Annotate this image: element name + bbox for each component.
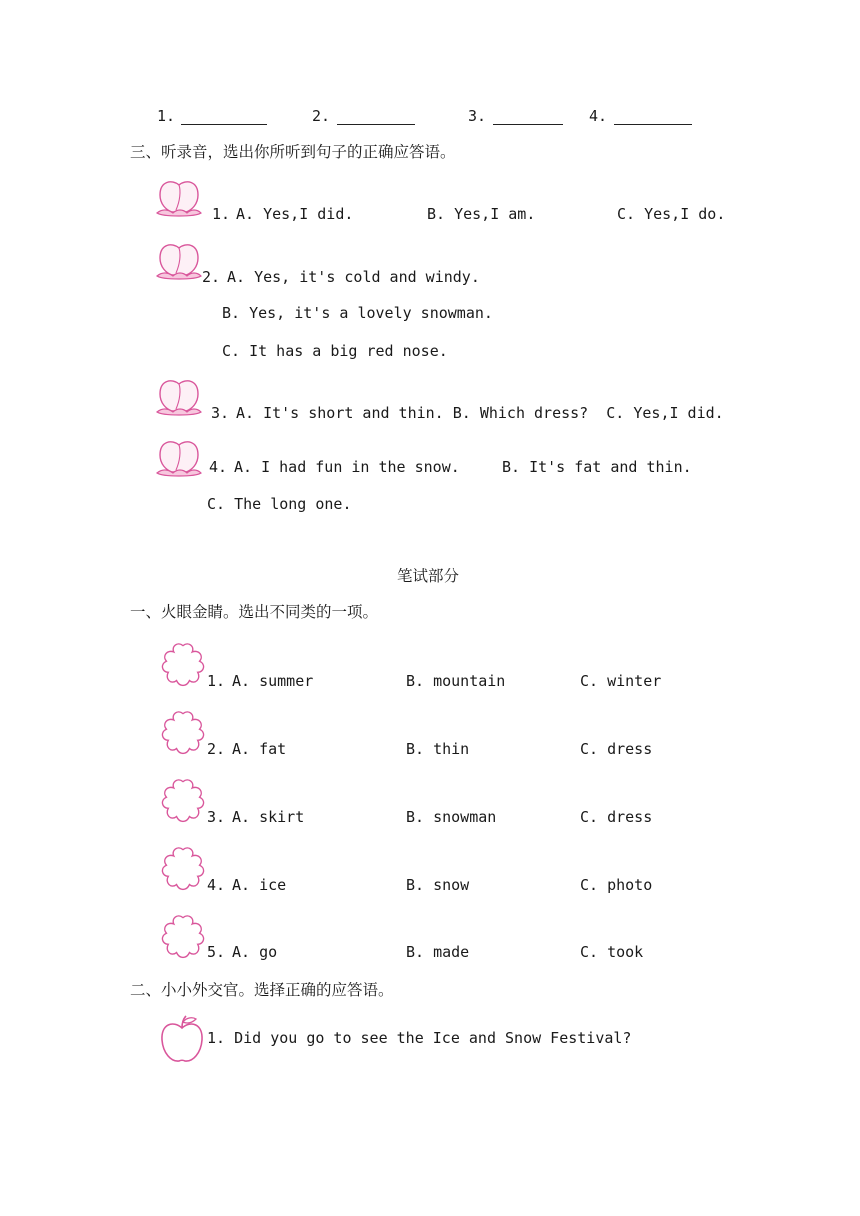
question-number: 1.: [212, 205, 231, 223]
option-b: B. mountain: [406, 672, 506, 690]
option-b: B. It's fat and thin.: [502, 458, 692, 476]
section-title-written: 笔试部分: [397, 567, 460, 585]
question-number: 3.: [211, 404, 230, 422]
section-heading-odd-one-out: 一、火眼金睛。选出不同类的一项。: [130, 603, 379, 621]
peach-icon: [155, 240, 203, 280]
answer-blank-4[interactable]: [614, 124, 692, 125]
section-heading-listening-3: 三、听录音，选出你所听到句子的正确应答语。: [130, 143, 456, 161]
option-a: A. ice: [232, 876, 287, 894]
question-number: 5.: [207, 943, 226, 961]
options-line: A. It's short and thin. B. Which dress? C. Yes,I did.: [236, 404, 724, 422]
option-c: C. dress: [580, 808, 653, 826]
option-b: B. Yes,I am.: [427, 205, 536, 223]
option-b: B. Yes, it's a lovely snowman.: [222, 304, 493, 322]
flower-icon: [160, 845, 206, 891]
option-b: B. made: [406, 943, 470, 961]
section-heading-diplomat: 二、小小外交官。选择正确的应答语。: [130, 981, 394, 999]
option-b: B. snow: [406, 876, 470, 894]
option-a: A. I had fun in the snow.: [234, 458, 460, 476]
answer-blank-3[interactable]: [493, 124, 563, 125]
question-text: 1. Did you go to see the Ice and Snow Festival?: [207, 1029, 632, 1047]
option-a: A. fat: [232, 740, 287, 758]
peach-icon: [155, 376, 203, 416]
question-number: 1.: [207, 672, 226, 690]
question-number: 3.: [207, 808, 226, 826]
blank-label-1: 1.: [157, 107, 176, 125]
flower-icon: [160, 641, 206, 687]
question-number: 2.: [202, 268, 221, 286]
option-c: C. dress: [580, 740, 653, 758]
question-number: 4.: [209, 458, 228, 476]
option-c: C. photo: [580, 876, 653, 894]
option-a: A. go: [232, 943, 278, 961]
flower-icon: [160, 913, 206, 959]
option-c: C. Yes,I do.: [617, 205, 726, 223]
option-a: A. skirt: [232, 808, 305, 826]
option-c: C. winter: [580, 672, 662, 690]
peach-icon: [155, 437, 203, 477]
peach-icon: [155, 177, 203, 217]
apple-icon: [159, 1014, 205, 1064]
question-number: 4.: [207, 876, 226, 894]
option-a: A. Yes,I did.: [236, 205, 354, 223]
option-a: A. summer: [232, 672, 314, 690]
option-c: C. took: [580, 943, 644, 961]
question-number: 2.: [207, 740, 226, 758]
blank-label-4: 4.: [589, 107, 608, 125]
answer-blank-1[interactable]: [181, 124, 267, 125]
option-c: C. The long one.: [207, 495, 352, 513]
flower-icon: [160, 709, 206, 755]
flower-icon: [160, 777, 206, 823]
option-b: B. snowman: [406, 808, 497, 826]
blank-label-3: 3.: [468, 107, 487, 125]
answer-blank-2[interactable]: [337, 124, 415, 125]
option-c: C. It has a big red nose.: [222, 342, 448, 360]
option-b: B. thin: [406, 740, 470, 758]
blank-label-2: 2.: [312, 107, 331, 125]
option-a: A. Yes, it's cold and windy.: [227, 268, 480, 286]
